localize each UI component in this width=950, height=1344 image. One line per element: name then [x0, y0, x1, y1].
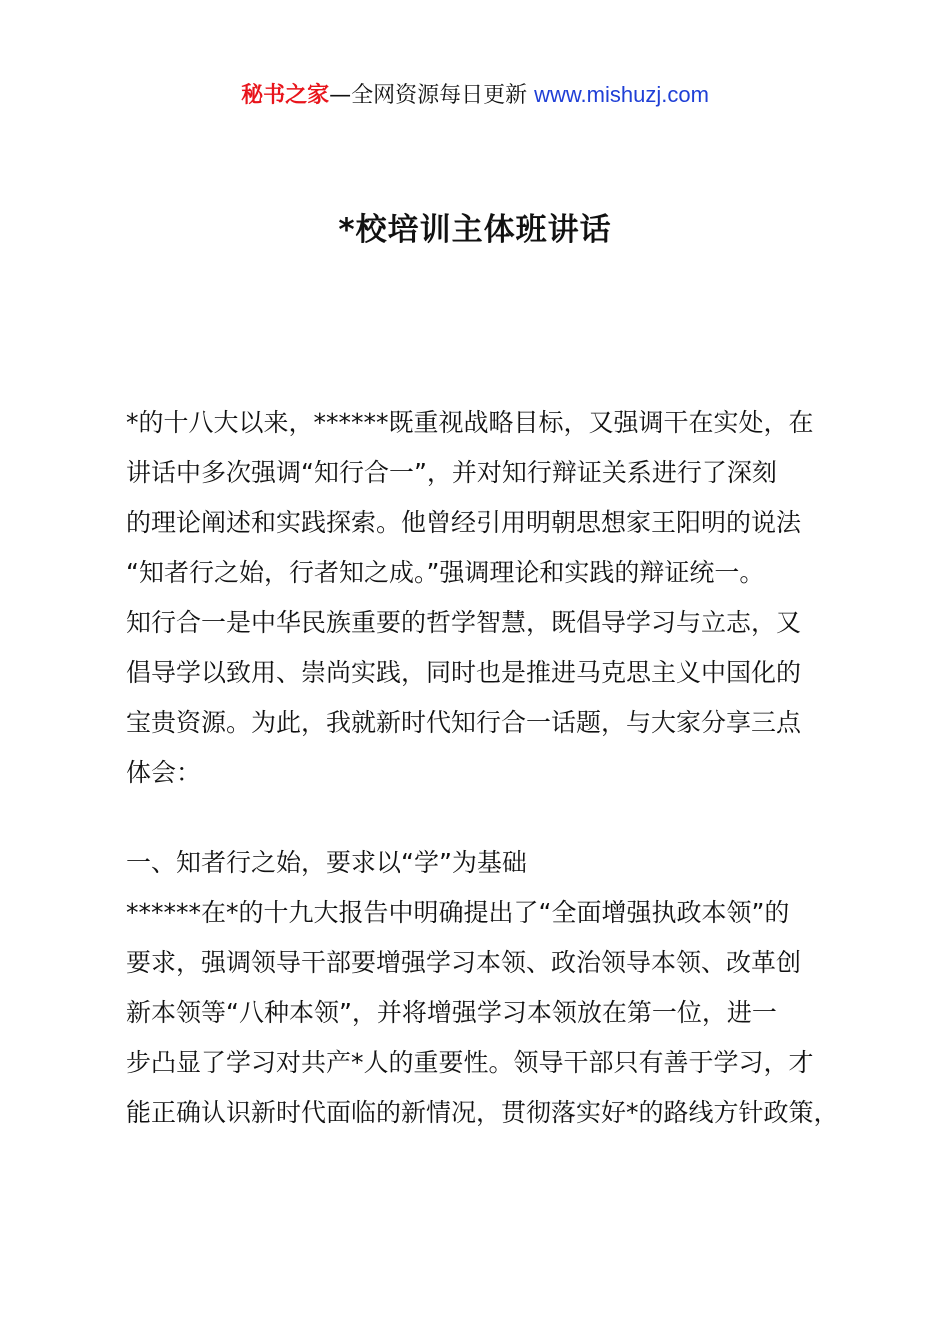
brand-name: 秘书之家	[241, 83, 330, 108]
site-url-link[interactable]: www.mishuzj.com	[534, 82, 709, 107]
paragraph-line: 的理论阐述和实践探索。他曾经引用明朝思想家王阳明的说法	[126, 508, 802, 537]
paragraph-line: 步凸显了学习对共产*人的重要性。领导干部只有善于学习，才	[126, 1048, 814, 1077]
paragraph-line: ******在*的十九大报告中明确提出了“全面增强执政本领”的	[126, 898, 790, 927]
paragraph-line: *的十八大以来，******既重视战略目标，又强调干在实处，在	[126, 408, 814, 437]
paragraph-line: 宝贵资源。为此，我就新时代知行合一话题，与大家分享三点	[126, 708, 802, 737]
paragraph-line: “知者行之始，行者知之成。”强调理论和实践的辩证统一。	[126, 558, 765, 587]
paragraph-line: 知行合一是中华民族重要的哲学智慧，既倡导学习与立志，又	[126, 608, 802, 637]
paragraph-line: 体会：	[126, 758, 202, 787]
paragraph-line: 要求，强调领导干部要增强学习本领、政治领导本领、改革创	[126, 948, 802, 977]
paragraph-line: 讲话中多次强调“知行合一”，并对知行辩证关系进行了深刻	[126, 458, 777, 487]
document-body	[126, 398, 839, 1138]
tagline: —全网资源每日更新	[329, 83, 528, 108]
paragraph-line: 新本领等“八种本领”，并将增强学习本领放在第一位，进一	[126, 998, 777, 1027]
paragraph-line: 倡导学以致用、崇尚实践，同时也是推进马克思主义中国化的	[126, 658, 802, 687]
section-heading: 一、知者行之始，要求以“学”为基础	[126, 848, 527, 877]
paragraph-gap	[126, 798, 831, 838]
document-title: *校培训主体班讲话	[338, 212, 612, 248]
paragraph-line: 能正确认识新时代面临的新情况，贯彻落实好*的路线方针政策，	[126, 1098, 839, 1127]
site-header	[0, 78, 950, 113]
